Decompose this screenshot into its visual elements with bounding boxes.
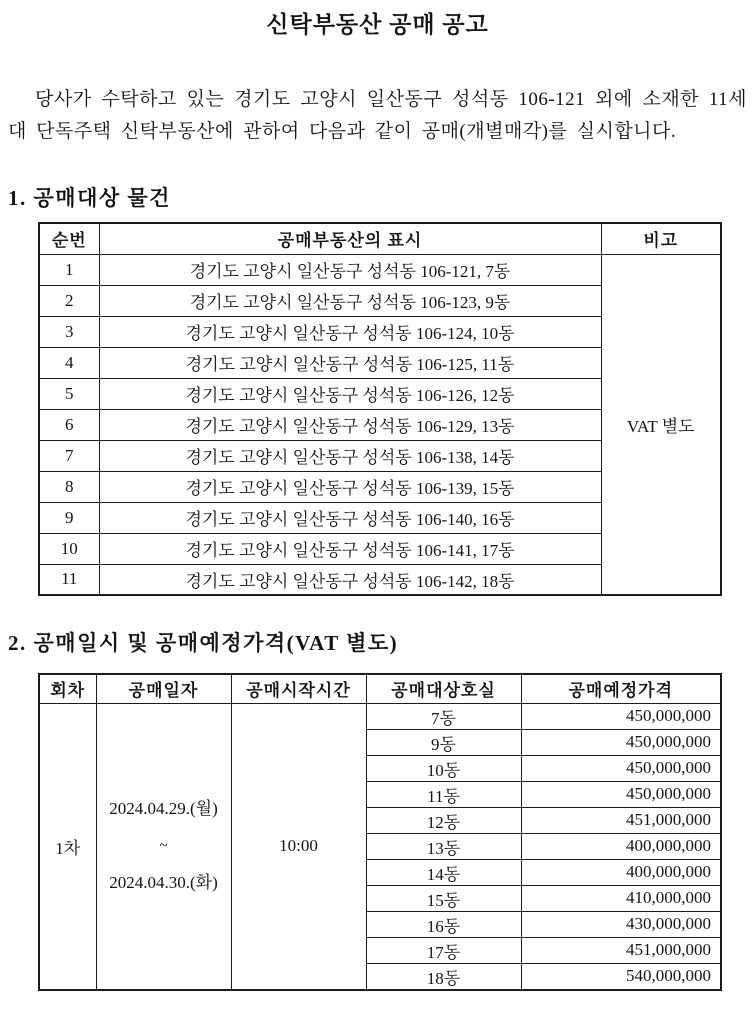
price-cell: 450,000,000: [521, 703, 721, 729]
header-row: [39, 223, 721, 254]
round-cell: 1차: [39, 703, 96, 990]
price-cell: 450,000,000: [521, 729, 721, 755]
property-cell: 경기도 고양시 일산동구 성석동 106-125, 11동: [99, 347, 601, 378]
document-title: 신탁부동산 공매 공고: [266, 12, 489, 37]
price-cell: 400,000,000: [521, 833, 721, 859]
auction-date-cell: [96, 703, 231, 990]
schedule-table-header: [39, 674, 721, 703]
unit-cell: 13동: [366, 833, 521, 859]
row-number-cell: 6: [39, 409, 99, 440]
unit-cell: 7동: [366, 703, 521, 729]
row-number-cell: 11: [39, 564, 99, 595]
unit-cell: 10동: [366, 755, 521, 781]
unit-cell: 15동: [366, 885, 521, 911]
table-row: [39, 703, 721, 729]
property-cell: 경기도 고양시 일산동구 성석동 106-121, 7동: [99, 254, 601, 285]
column-header-unit: 공매대상호실: [366, 674, 521, 703]
row-number-cell: 4: [39, 347, 99, 378]
price-cell: 450,000,000: [521, 755, 721, 781]
unit-cell: 16동: [366, 911, 521, 937]
price-cell: 430,000,000: [521, 911, 721, 937]
column-header-property: 공매부동산의 표시: [99, 223, 601, 254]
column-header-no: 순번: [39, 223, 99, 254]
auction-date-end: 2024.04.30.(화): [109, 873, 218, 892]
property-cell: 경기도 고양시 일산동구 성석동 106-129, 13동: [99, 409, 601, 440]
row-number-cell: 10: [39, 533, 99, 564]
row-number-cell: 7: [39, 440, 99, 471]
property-table-header: [39, 223, 721, 254]
date-range-separator: ~: [159, 838, 168, 854]
section2-heading: 2. 공매일시 및 공매예정가격(VAT 별도): [8, 631, 399, 655]
unit-cell: 11동: [366, 781, 521, 807]
row-number-cell: 3: [39, 316, 99, 347]
unit-cell: 9동: [366, 729, 521, 755]
property-cell: 경기도 고양시 일산동구 성석동 106-126, 12동: [99, 378, 601, 409]
column-header-date: 공매일자: [96, 674, 231, 703]
property-cell: 경기도 고양시 일산동구 성석동 106-123, 9동: [99, 285, 601, 316]
unit-cell: 17동: [366, 937, 521, 963]
price-cell: 410,000,000: [521, 885, 721, 911]
row-number-cell: 9: [39, 502, 99, 533]
column-header-start-time: 공매시작시간: [231, 674, 366, 703]
table-row: [39, 254, 721, 285]
property-cell: 경기도 고양시 일산동구 성석동 106-141, 17동: [99, 533, 601, 564]
auction-date-start: 2024.04.29.(월): [109, 799, 218, 818]
property-cell: 경기도 고양시 일산동구 성석동 106-138, 14동: [99, 440, 601, 471]
column-header-price: 공매예정가격: [521, 674, 721, 703]
price-cell: 451,000,000: [521, 937, 721, 963]
price-cell: 540,000,000: [521, 963, 721, 990]
row-number-cell: 2: [39, 285, 99, 316]
unit-cell: 18동: [366, 963, 521, 990]
row-number-cell: 1: [39, 254, 99, 285]
intro-paragraph: 당사가 수탁하고 있는 경기도 고양시 일산동구 성석동 106-121 외에 소재한 11세대 단독주택 신탁부동산에 관하여 다음과 같이 공매(개별매각)를 실시합니다.: [8, 89, 747, 142]
property-cell: 경기도 고양시 일산동구 성석동 106-139, 15동: [99, 471, 601, 502]
unit-cell: 14동: [366, 859, 521, 885]
price-cell: 400,000,000: [521, 859, 721, 885]
unit-cell: 12동: [366, 807, 521, 833]
column-header-note: 비고: [601, 223, 721, 254]
header-row: [39, 674, 721, 703]
row-number-cell: 8: [39, 471, 99, 502]
price-cell: 451,000,000: [521, 807, 721, 833]
section1-heading: 1. 공매대상 물건: [8, 186, 171, 210]
property-cell: 경기도 고양시 일산동구 성석동 106-124, 10동: [99, 316, 601, 347]
property-list-table: [38, 222, 722, 596]
start-time-cell: 10:00: [231, 703, 366, 990]
column-header-round: 회차: [39, 674, 96, 703]
note-cell: VAT 별도: [601, 254, 721, 595]
auction-schedule-table: [38, 673, 722, 991]
property-cell: 경기도 고양시 일산동구 성석동 106-140, 16동: [99, 502, 601, 533]
price-cell: 450,000,000: [521, 781, 721, 807]
row-number-cell: 5: [39, 378, 99, 409]
property-cell: 경기도 고양시 일산동구 성석동 106-142, 18동: [99, 564, 601, 595]
